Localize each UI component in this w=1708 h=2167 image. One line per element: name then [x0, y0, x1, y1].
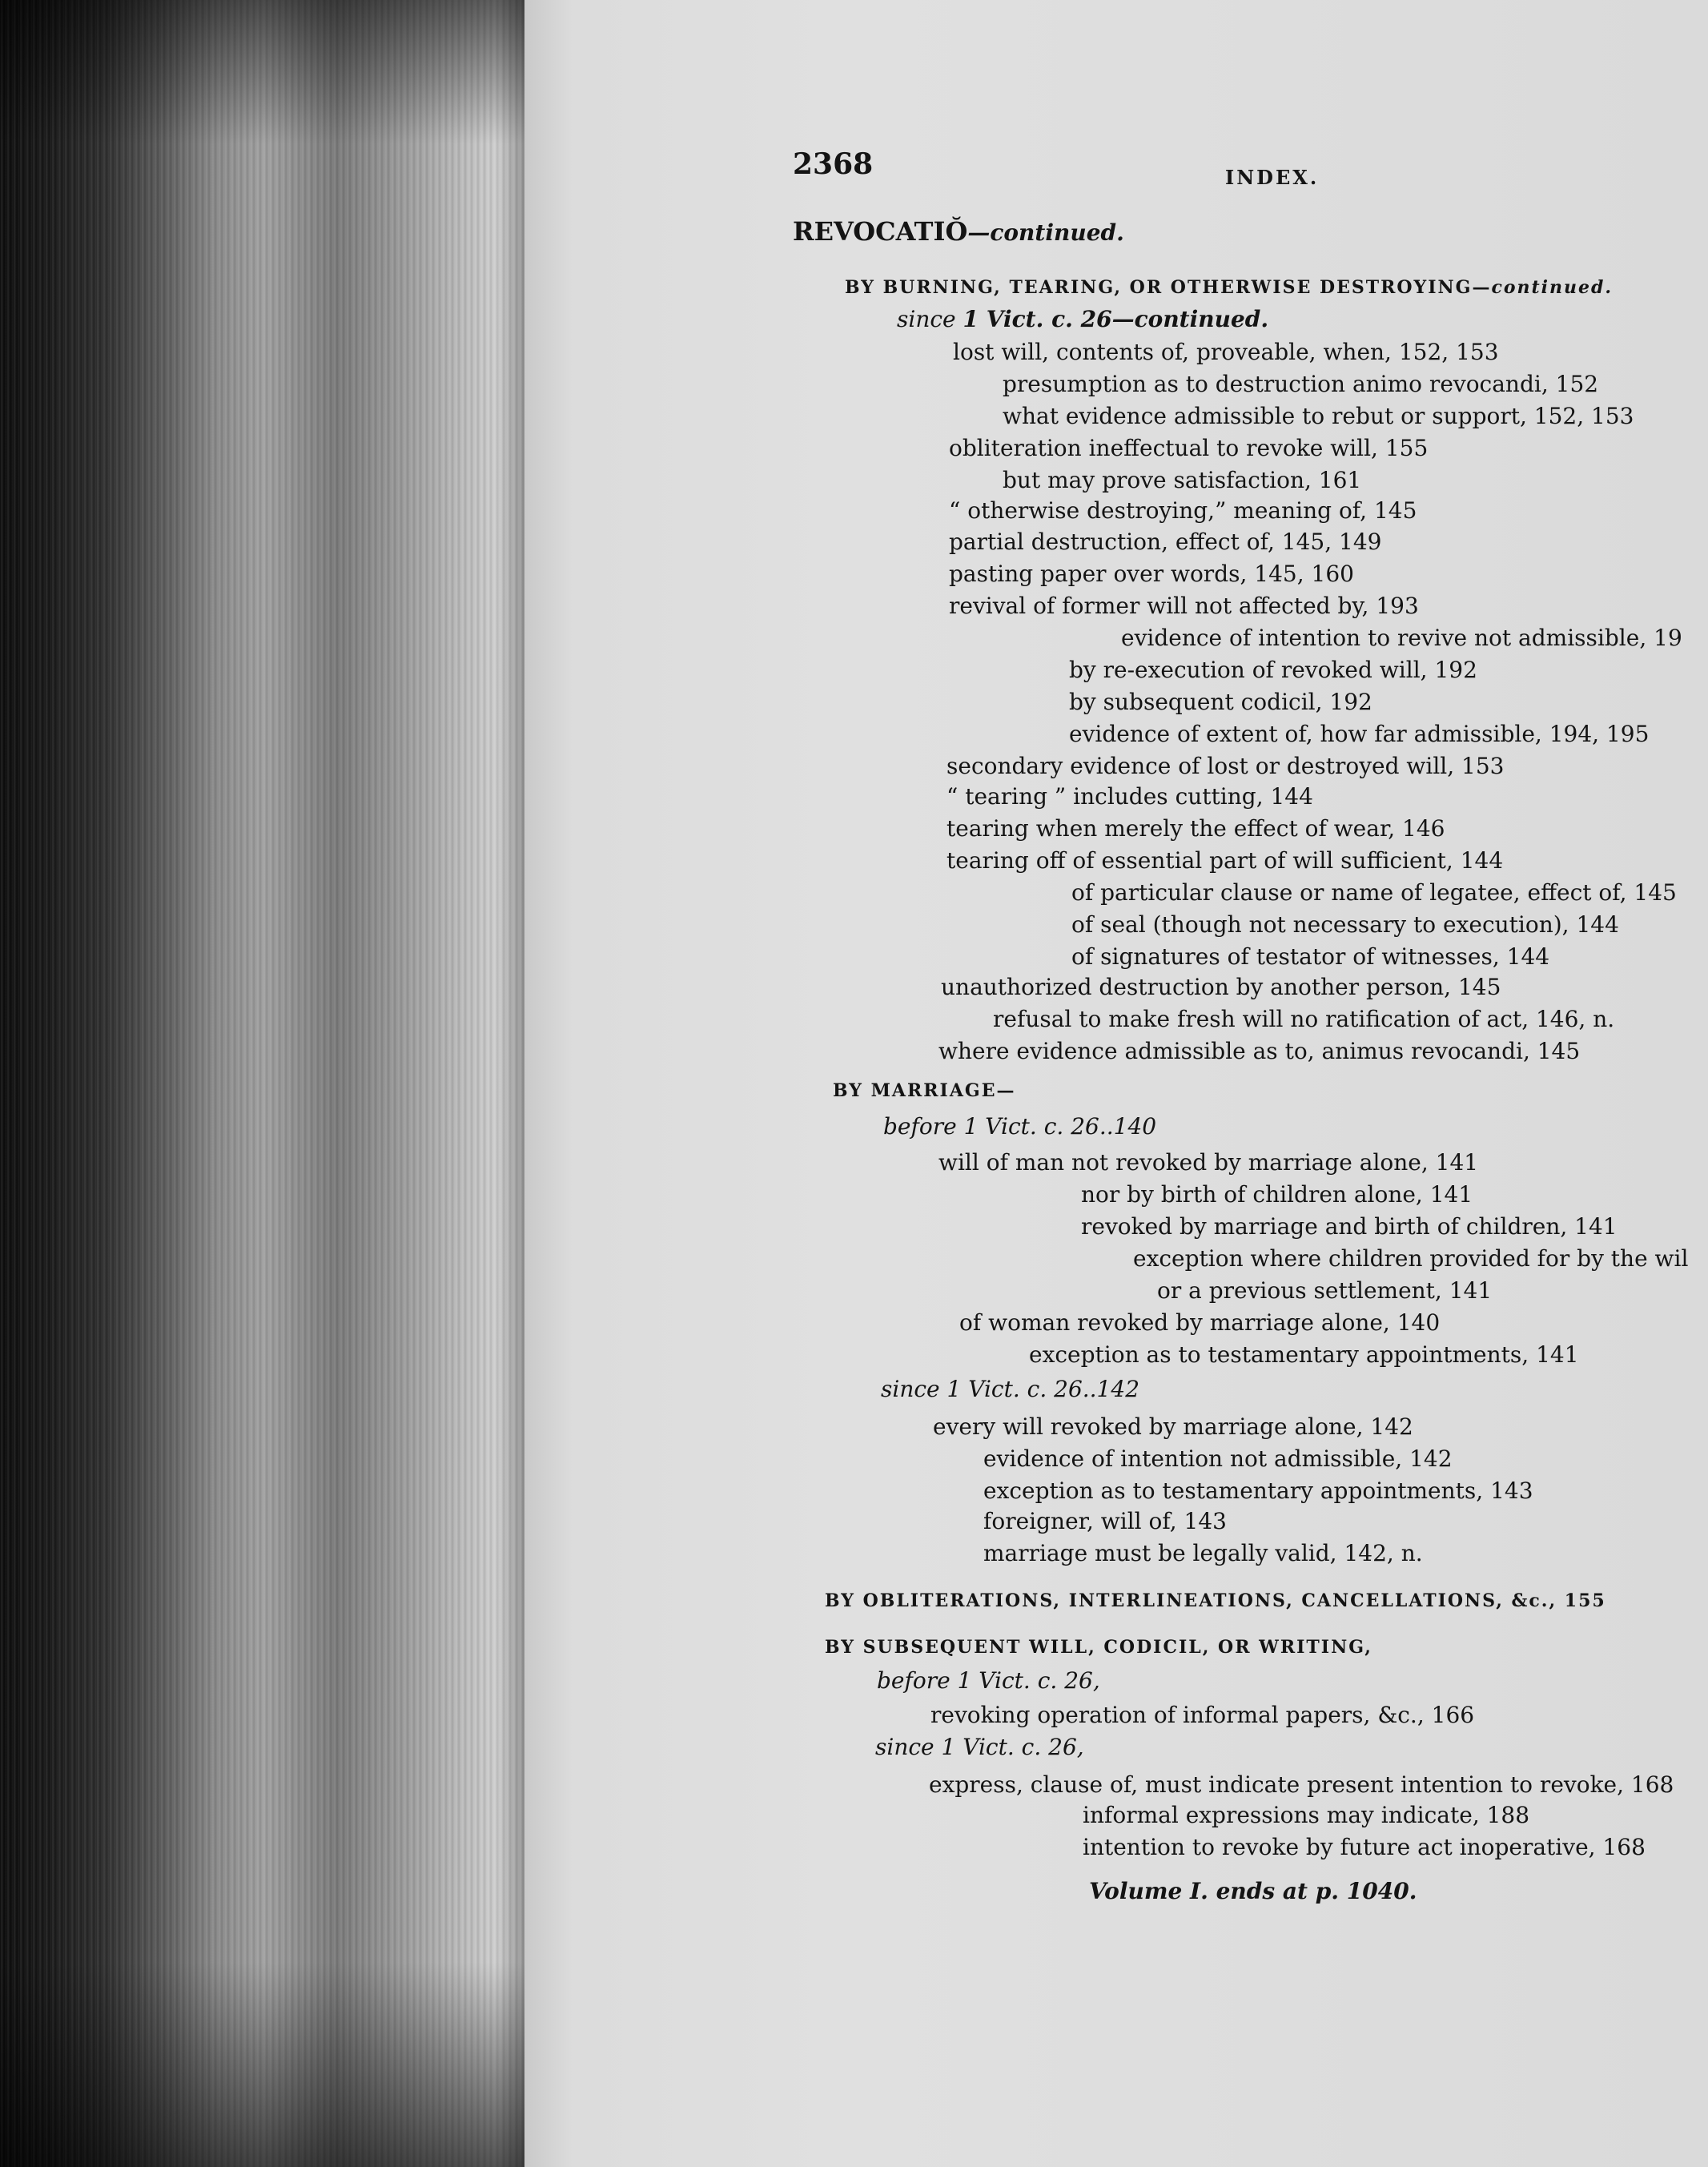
index-entry: secondary evidence of lost or destroyed will, 153 — [946, 753, 1505, 779]
index-entry: revoking operation of informal papers, &c., 166 — [930, 1702, 1475, 1728]
index-entry: of seal (though not necessary to execution), 144 — [1071, 911, 1619, 938]
index-page — [524, 0, 1708, 2167]
index-entry: nor by birth of children alone, 141 — [1081, 1181, 1473, 1208]
index-entry: pasting paper over words, 145, 160 — [949, 561, 1354, 587]
main-heading-title: REVOCATIO — [793, 216, 968, 247]
marriage-since-act: since 1 Vict. c. 26..142 — [881, 1376, 1140, 1402]
index-entry: where evidence admissible as to, animus revocandi, 145 — [938, 1038, 1581, 1064]
index-entry: exception as to testamentary appointments, 141 — [1029, 1341, 1579, 1368]
burning-since-act: since 1 Vict. c. 26—continued. — [897, 306, 1269, 332]
index-entry: what evidence admissible to rebut or support, 152, 153 — [1003, 403, 1634, 429]
index-entry: by subsequent codicil, 192 — [1069, 689, 1372, 715]
index-entry: refusal to make fresh will no ratification of act, 146, n. — [993, 1006, 1615, 1032]
index-entry: tearing when merely the effect of wear, 146 — [946, 815, 1445, 842]
index-entry: evidence of extent of, how far admissible, 194, 195 — [1069, 721, 1650, 747]
index-entry: “ tearing ” includes cutting, 144 — [946, 783, 1313, 810]
index-entry: of signatures of testator of witnesses, 144 — [1071, 943, 1550, 970]
index-entry: every will revoked by marriage alone, 142 — [933, 1413, 1413, 1440]
index-entry: unauthorized destruction by another person, 145 — [941, 974, 1501, 1000]
index-entry: tearing off of essential part of will sufficient, 144 — [946, 847, 1504, 874]
index-entry: marriage must be legally valid, 142, n. — [983, 1540, 1423, 1566]
section-subsequent-title: BY SUBSEQUENT WILL, CODICIL, OR WRITING, — [825, 1637, 1372, 1658]
index-entry: revoked by marriage and birth of children, 141 — [1081, 1213, 1618, 1240]
page-number: 2368 — [793, 147, 874, 181]
subsequent-before-act: before 1 Vict. c. 26, — [877, 1667, 1100, 1694]
subsequent-since-act: since 1 Vict. c. 26, — [875, 1734, 1084, 1760]
index-entry: intention to revoke by future act inoperative, 168 — [1083, 1834, 1646, 1860]
index-entry: exception as to testamentary appointments, 143 — [983, 1478, 1533, 1504]
index-entry: “ otherwise destroying,” meaning of, 145 — [949, 497, 1417, 524]
index-entry: partial destruction, effect of, 145, 149 — [949, 529, 1382, 555]
index-entry: exception where children provided for by the wil — [1133, 1245, 1689, 1272]
index-entry: lost will, contents of, proveable, when, 152, 153 — [953, 339, 1499, 365]
volume-note: Volume I. ends at p. 1040. — [1089, 1878, 1417, 1904]
index-entry: by re-execution of revoked will, 192 — [1069, 657, 1477, 683]
main-heading — [793, 218, 1124, 247]
index-entry: evidence of intention to revive not admissible, 19 — [1121, 625, 1682, 651]
index-entry: express, clause of, must indicate present intention to revoke, 168 — [929, 1771, 1674, 1798]
index-entry: of woman revoked by marriage alone, 140 — [959, 1309, 1441, 1336]
index-entry: but may prove satisfaction, 161 — [1003, 467, 1362, 493]
section-obliterations-title: BY OBLITERATIONS, INTERLINEATIONS, CANCELLATIONS, &c., 155 — [825, 1590, 1606, 1611]
index-entry: informal expressions may indicate, 188 — [1083, 1802, 1530, 1828]
gutter-shadow — [0, 0, 561, 2167]
index-entry: obliteration ineffectual to revoke will, 155 — [949, 435, 1429, 461]
index-entry: or a previous settlement, 141 — [1157, 1277, 1493, 1304]
main-heading-continued: —continued. — [967, 219, 1124, 246]
index-entry: evidence of intention not admissible, 142 — [983, 1445, 1453, 1472]
index-entry: revival of former will not affected by, 193 — [949, 593, 1419, 619]
index-entry: of particular clause or name of legatee, effect of, 145 — [1071, 879, 1677, 906]
section-marriage-title: BY MARRIAGE— — [833, 1080, 1016, 1101]
index-entry: will of man not revoked by marriage alone, 141 — [938, 1149, 1479, 1176]
index-entry: presumption as to destruction animo revocandi, 152 — [1003, 371, 1599, 397]
marriage-before-act: before 1 Vict. c. 26..140 — [883, 1113, 1157, 1140]
running-title: INDEX. — [1225, 166, 1320, 189]
index-entry: foreigner, will of, 143 — [983, 1508, 1227, 1534]
section-burning-title: BY BURNING, TEARING, OR OTHERWISE DESTROYING—continued. — [845, 277, 1614, 298]
